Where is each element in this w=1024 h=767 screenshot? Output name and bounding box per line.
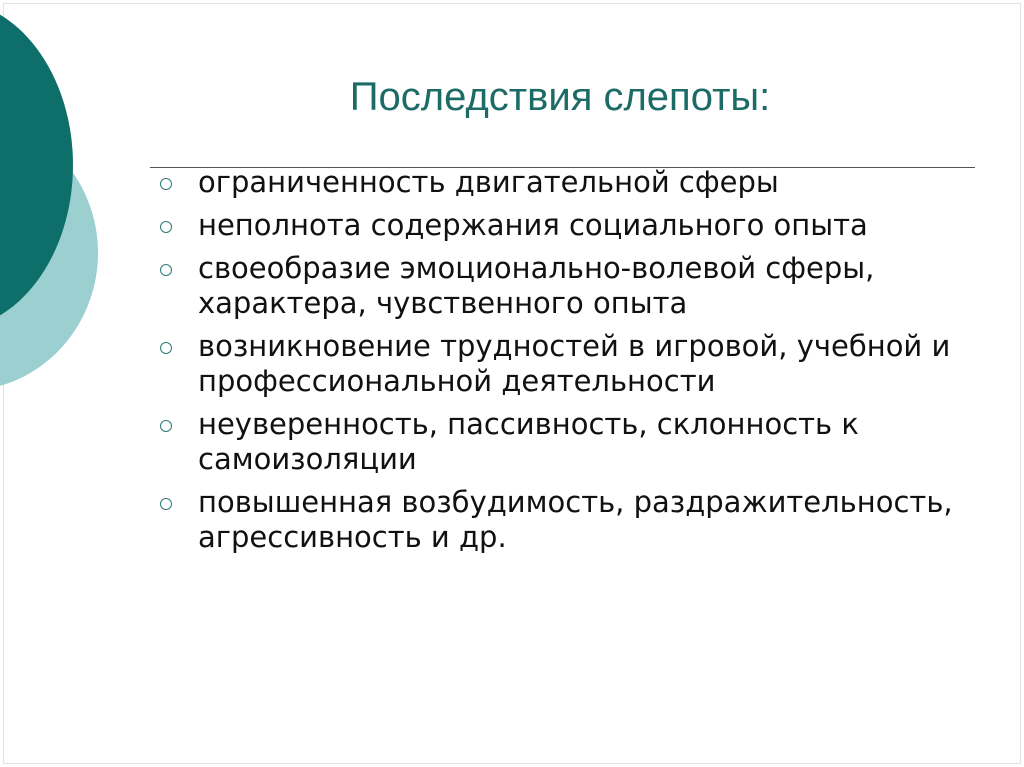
hollow-circle-icon <box>160 178 172 190</box>
hollow-circle-icon <box>160 342 172 354</box>
list-item-text: ограниченность двигательной сферы <box>198 165 779 199</box>
list-item-text: неполнота содержания социального опыта <box>198 208 868 242</box>
list-item <box>160 251 990 321</box>
hollow-circle-icon <box>160 221 172 233</box>
list-item <box>160 485 990 555</box>
list-item <box>160 165 990 200</box>
hollow-circle-icon <box>160 264 172 276</box>
list-item-text: неуверенность, пассивность, склонность к самоизоляции <box>198 407 859 476</box>
list-item-text: повышенная возбудимость, раздражительность, агрессивность и др. <box>198 485 953 554</box>
slide-title: Последствия слепоты: <box>349 75 771 119</box>
hollow-circle-icon <box>160 420 172 432</box>
hollow-circle-icon <box>160 498 172 510</box>
list-item-text: своеобразие эмоционально-волевой сферы, характера, чувственного опыта <box>198 251 875 320</box>
list-item <box>160 407 990 477</box>
list-item <box>160 329 990 399</box>
list-item-text: возникновение трудностей в игровой, учебной и профессиональной деятельности <box>198 329 951 398</box>
list-item <box>160 208 990 243</box>
bullet-list <box>160 165 990 563</box>
